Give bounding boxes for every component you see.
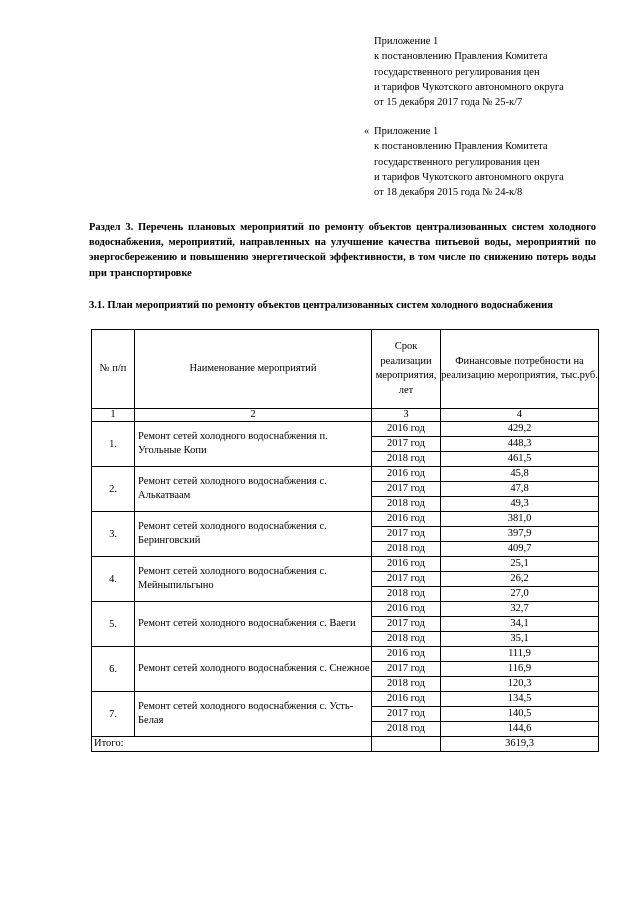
appendix-current (374, 34, 624, 110)
amount-cell: 397,9 (441, 527, 599, 542)
measures-table (91, 329, 599, 752)
year-cell: 2016 год (372, 512, 441, 527)
amount-cell: 35,1 (441, 632, 599, 647)
year-cell: 2016 год (372, 692, 441, 707)
row-number: 6. (92, 647, 135, 692)
measure-name: Ремонт сетей холодного водоснабжения с. Алькатваам (135, 467, 372, 512)
row-number: 7. (92, 692, 135, 737)
year-cell: 2018 год (372, 632, 441, 647)
amount-cell: 134,5 (441, 692, 599, 707)
header-name: Наименование мероприятий (135, 330, 372, 409)
row-number: 4. (92, 557, 135, 602)
year-cell: 2017 год (372, 482, 441, 497)
measure-name: Ремонт сетей холодного водоснабжения п. Угольные Копи (135, 422, 372, 467)
amount-cell: 429,2 (441, 422, 599, 437)
year-cell: 2016 год (372, 647, 441, 662)
subsection-heading: 3.1. План мероприятий по ремонту объектов централизованных систем холодного водоснабжения (89, 300, 553, 311)
table-row (92, 602, 599, 617)
appendix-line: и тарифов Чукотского автономного округа (374, 171, 564, 183)
amount-cell: 461,5 (441, 452, 599, 467)
year-cell: 2018 год (372, 542, 441, 557)
year-cell: 2018 год (372, 677, 441, 692)
year-cell: 2017 год (372, 572, 441, 587)
appendix-line: к постановлению Правления Комитета (374, 141, 548, 153)
header-number: № п/п (92, 330, 135, 409)
amount-cell: 140,5 (441, 707, 599, 722)
appendix-line: от 18 декабря 2015 года № 24-к/8 (374, 187, 523, 199)
total-value: 3619,3 (441, 737, 599, 752)
amount-cell: 32,7 (441, 602, 599, 617)
amount-cell: 381,0 (441, 512, 599, 527)
amount-cell: 45,8 (441, 467, 599, 482)
amount-cell: 47,8 (441, 482, 599, 497)
table-row (92, 692, 599, 707)
year-cell: 2016 год (372, 557, 441, 572)
measure-name: Ремонт сетей холодного водоснабжения с. Ваеги (135, 602, 372, 647)
column-number: 3 (372, 409, 441, 422)
appendix-line: и тарифов Чукотского автономного округа (374, 81, 564, 93)
measure-name: Ремонт сетей холодного водоснабжения с. Беринговский (135, 512, 372, 557)
amount-cell: 120,3 (441, 677, 599, 692)
year-cell: 2018 год (372, 587, 441, 602)
appendix-line: государственного регулирования цен (374, 66, 540, 78)
year-cell: 2016 год (372, 602, 441, 617)
total-row (92, 737, 599, 752)
column-number: 1 (92, 409, 135, 422)
amount-cell: 116,9 (441, 662, 599, 677)
total-empty-cell (372, 737, 441, 752)
measure-name: Ремонт сетей холодного водоснабжения с. Снежное (135, 647, 372, 692)
appendix-line: государственного регулирования цен (374, 156, 540, 168)
column-number: 4 (441, 409, 599, 422)
measure-name: Ремонт сетей холодного водоснабжения с. Мейныпильгыно (135, 557, 372, 602)
year-cell: 2017 год (372, 662, 441, 677)
amount-cell: 144,6 (441, 722, 599, 737)
amount-cell: 111,9 (441, 647, 599, 662)
row-number: 1. (92, 422, 135, 467)
header-period: Срок реализации мероприятия, лет (372, 330, 441, 409)
table-row (92, 647, 599, 662)
year-cell: 2017 год (372, 527, 441, 542)
appendix-line: Приложение 1 (374, 36, 439, 47)
opening-quote: « (364, 126, 370, 137)
year-cell: 2017 год (372, 437, 441, 452)
appendix-line: от 15 декабря 2017 года № 25-к/7 (374, 97, 523, 109)
amount-cell: 409,7 (441, 542, 599, 557)
header-finance: Финансовые потребности на реализацию мероприятия, тыс.руб. (441, 330, 599, 409)
year-cell: 2017 год (372, 707, 441, 722)
table-header-row (92, 330, 599, 409)
total-label: Итого: (92, 737, 372, 752)
amount-cell: 26,2 (441, 572, 599, 587)
amount-cell: 27,0 (441, 587, 599, 602)
table-row (92, 422, 599, 437)
amount-cell: 25,1 (441, 557, 599, 572)
amount-cell: 49,3 (441, 497, 599, 512)
column-number: 2 (135, 409, 372, 422)
table-row (92, 467, 599, 482)
measure-name: Ремонт сетей холодного водоснабжения с. Усть-Белая (135, 692, 372, 737)
appendix-line: Приложение 1 (374, 126, 439, 137)
row-number: 2. (92, 467, 135, 512)
table-row (92, 557, 599, 572)
amount-cell: 448,3 (441, 437, 599, 452)
year-cell: 2016 год (372, 467, 441, 482)
year-cell: 2016 год (372, 422, 441, 437)
row-number: 5. (92, 602, 135, 647)
year-cell: 2017 год (372, 617, 441, 632)
table-body (92, 422, 599, 737)
appendix-line: к постановлению Правления Комитета (374, 51, 548, 63)
amount-cell: 34,1 (441, 617, 599, 632)
year-cell: 2018 год (372, 452, 441, 467)
year-cell: 2018 год (372, 722, 441, 737)
section-heading: Раздел 3. Перечень плановых мероприятий по ремонту объектов централизованных систем холодного водоснабжения, мероприятий, направленных на улучшение качества питьевой воды, мероприятий по энергосбережению и повышению энергетической эффективности, в том числе по снижению потерь воды при транспортировке (89, 222, 596, 279)
table-row (92, 512, 599, 527)
year-cell: 2018 год (372, 497, 441, 512)
column-number-row (92, 409, 599, 422)
row-number: 3. (92, 512, 135, 557)
appendix-previous (364, 124, 624, 200)
